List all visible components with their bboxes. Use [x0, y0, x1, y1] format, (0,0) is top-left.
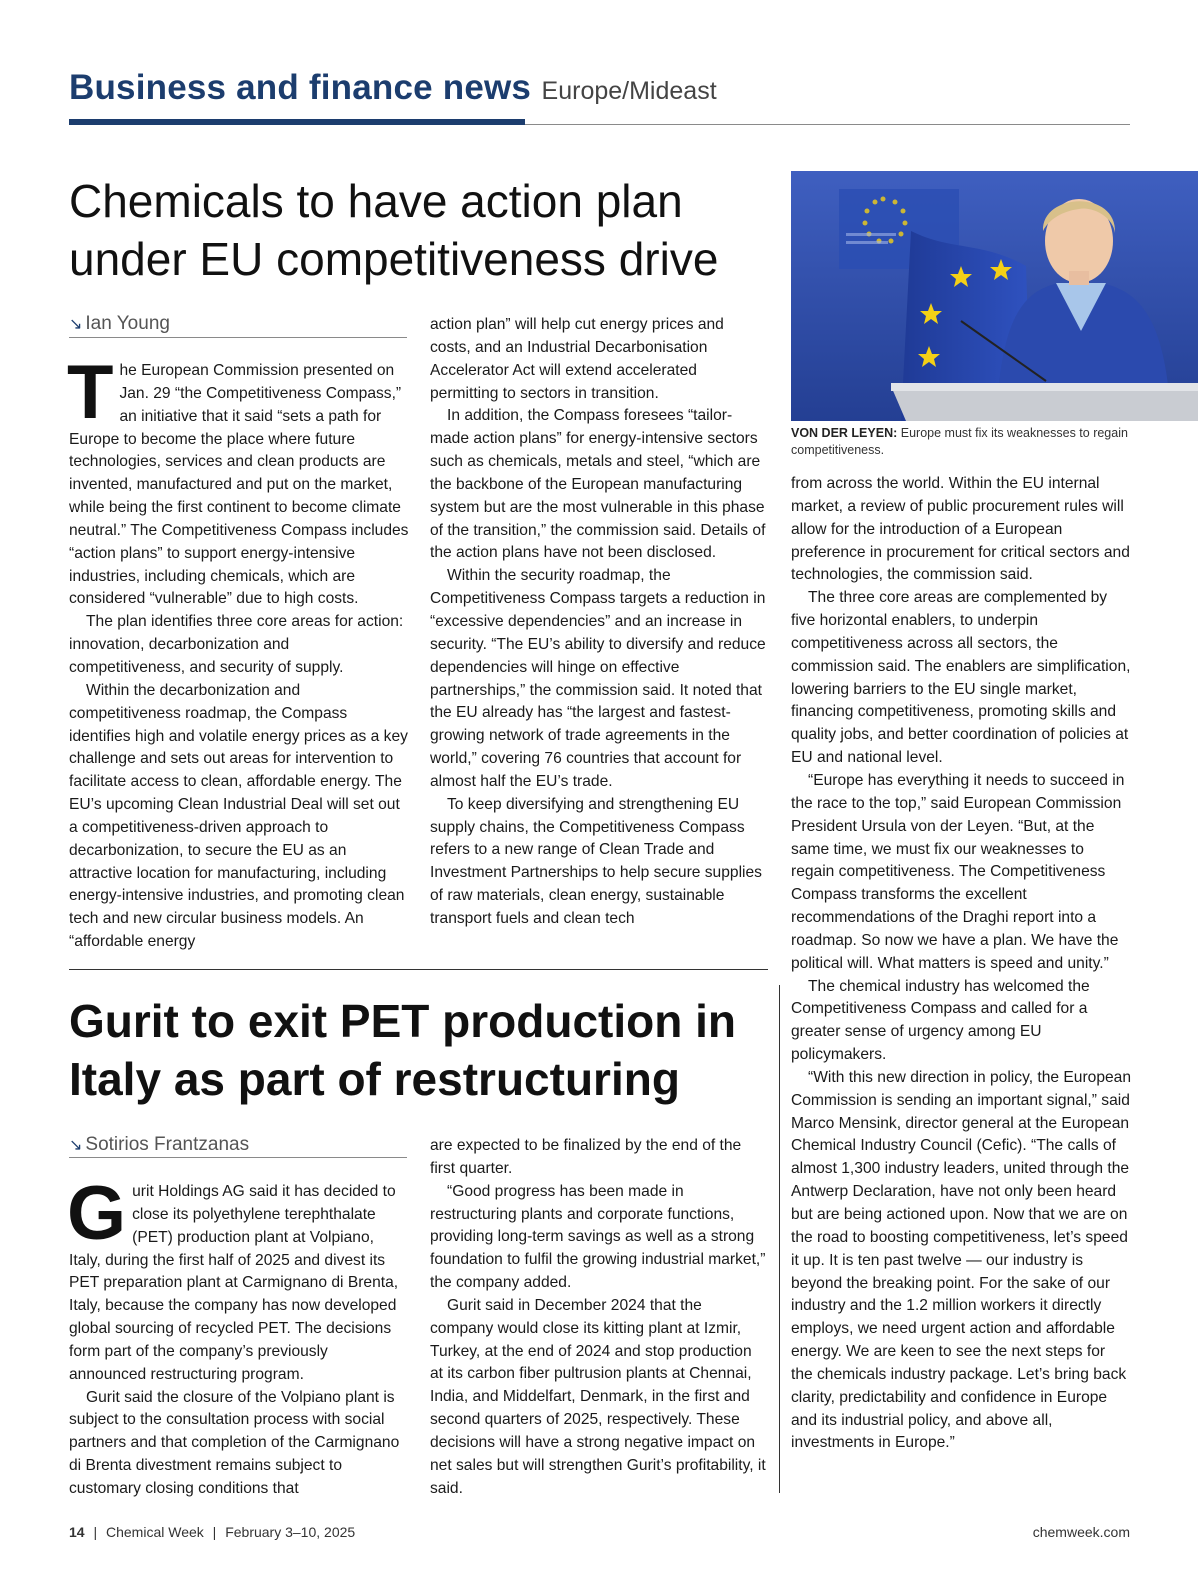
article2-dropcap: G: [67, 1171, 127, 1256]
page-number: 14: [69, 1524, 85, 1540]
footer-separator: |: [93, 1524, 98, 1540]
article2-paragraph: [67, 1171, 409, 1387]
photo-caption: [791, 425, 1131, 459]
article1-paragraph-text: he European Commission presented on Jan. 29 “the Competitiveness Compass,” an initiative that it said “sets a path for Europe to become the place where future technologies, services and clean products are invented, manufactured and put on the market, while being the first continent to become climate neutral.” The Competitiveness Compass includes “action plans” to support energy-intensive industries, including chemicals, which are considered “vulnerable” due to high costs.: [69, 362, 409, 608]
article1-author: Ian Young: [85, 313, 170, 334]
article1-column-1: [67, 350, 409, 954]
article1-byline-rule: [69, 337, 407, 338]
article1-dropcap: T: [67, 350, 114, 435]
article1-headline: [69, 172, 769, 288]
article-divider: [69, 969, 768, 970]
article1-byline: [69, 313, 170, 335]
footer-left: [69, 1524, 355, 1540]
article2-paragraph: Gurit said the closure of the Volpiano plant is subject to the consultation process with social partners and that completion of the Carmignano di Brenta divestment remains subject to customary closing conditions that: [69, 1388, 400, 1497]
article2-column-2: [430, 1135, 768, 1501]
article1-column-3: [791, 473, 1131, 1455]
article2-paragraph-text: urit Holdings AG said it has decided to close its polyethylene terephthalate (PET) production plant at Volpiano, Italy, during the first half of 2025 and divest its PET preparation plant at Carmignano di Brenta, Italy, because the company has now developed global sourcing of recycled PET. The decisions form part of the company’s previously announced restructuring program.: [69, 1183, 399, 1383]
article1-paragraph: The chemical industry has welcomed the Competitiveness Compass and called for a greater sense of urgency among EU policymakers.: [791, 977, 1090, 1064]
article2-author: Sotirios Frantzanas: [85, 1134, 250, 1155]
article1-headline-line2: under EU competitiveness drive: [69, 233, 719, 285]
article1-paragraph: In addition, the Compass foresees “tailor-made action plans” for energy-intensive sectors such as chemicals, metals and steel, “which are the backbone of the European manufacturing system but are the most vulnerable in this phase of the transition,” the commission said. Details of the action plans have not been disclosed.: [430, 407, 766, 562]
photo-illustration: [791, 171, 1198, 421]
article2-headline-line2: Italy as part of restructuring: [69, 1053, 680, 1105]
header-accent-bar: [69, 119, 525, 125]
byline-arrow-icon: ↘: [69, 316, 83, 333]
caption-text: Europe must fix its weaknesses to regain competitiveness.: [791, 426, 1128, 457]
article1-headline-line1: Chemicals to have action plan: [69, 175, 683, 227]
article1-paragraph: “With this new direction in policy, the European Commission is sending an important signal,” said Marco Mensink, director general at the European Chemical Industry Council (Cefic). “The calls of almost 1,300 industry leaders, united through the Antwerp Declaration, have not only been heard but are being actioned upon. Now that we are on the road to boosting competitiveness, let’s speed it up. It is ten past twelve — our industry is beyond the breaking point. For the sake of our industry and the 1.2 million workers it directly employs, we need urgent action and affordable energy. We are keen to see the next steps for the chemicals industry package. Let’s bring back clarity, predictability and confidence in Europe and its industrial policy, and above all, investments in Europe.”: [791, 1068, 1132, 1452]
article1-paragraph: The three core areas are complemented by five horizontal enablers, to underpin competitiveness across all sectors, the commission said. The enablers are simplification, lowering barriers to the EU single market, financing competitiveness, promoting skills and quality jobs, and better coordination of policies at EU and national level.: [791, 589, 1131, 767]
article1-column-2: [430, 314, 768, 931]
article2-paragraph: Gurit said in December 2024 that the company would close its kitting plant at Izmir, Turkey, at the end of 2024 and stop production at its carbon fiber pultrusion plants at Chennai, India, and Middelfart, Denmark, in the first and second quarters of 2025, respectively. These decisions will have a strong negative impact on net sales but will strengthen Gurit’s profitability, it said.: [430, 1296, 766, 1497]
article2-byline: [69, 1134, 249, 1156]
article2-paragraph: are expected to be finalized by the end of the first quarter.: [430, 1137, 742, 1177]
article1-paragraph: action plan” will help cut energy prices and costs, and an Industrial Decarbonisation Accelerator Act will extend accelerated permitting to sectors in transition.: [430, 316, 724, 402]
issue-date: February 3–10, 2025: [225, 1524, 356, 1540]
article1-paragraph: [67, 350, 409, 611]
caption-lead: VON DER LEYEN:: [791, 426, 898, 440]
section-region: Europe/Mideast: [541, 77, 717, 105]
article1-paragraph: from across the world. Within the EU internal market, a review of public procurement rules will allow for the introduction of a European preference in procurement for critical sectors and technologies, the commission said.: [791, 475, 1130, 584]
byline-arrow-icon: ↘: [69, 1137, 83, 1154]
article2-byline-rule: [69, 1157, 407, 1158]
article2-headline: [69, 992, 769, 1108]
section-header: [69, 68, 717, 108]
article2-column-1: [67, 1171, 409, 1501]
von-der-leyen-photo: [791, 171, 1198, 421]
article2-paragraph: “Good progress has been made in restructuring plants and corporate functions, providing long-term savings as well as a strong foundation to fulfil the growing industrial market,” the company added.: [430, 1182, 766, 1292]
article1-paragraph: Within the decarbonization and competitiveness roadmap, the Compass identifies high and volatile energy prices as a key challenge and sets out areas for intervention to facilitate access to clean, affordable energy. The EU’s upcoming Clean Industrial Deal will set out a competitiveness-driven approach to decarbonization, to secure the EU as an attractive location for manufacturing, including energy-intensive industries, and promoting clean tech and new circular business models. An “affordable energy: [69, 681, 408, 951]
footer-site[interactable]: chemweek.com: [1032, 1524, 1130, 1540]
article1-paragraph: “Europe has everything it needs to succeed in the race to the top,” said European Commission President Ursula von der Leyen. “But, at the same time, we must fix our weaknesses to regain competitiveness. The Competitiveness Compass transforms the excellent recommendations of the Draghi report into a roadmap. So now we have a plan. We have the political will. What matters is speed and unity.”: [791, 771, 1125, 972]
article1-paragraph: Within the security roadmap, the Competitiveness Compass targets a reduction in “excessive dependencies” and an increase in security. “The EU’s ability to diversify and reduce dependencies will hinge on effective partnerships,” the commission said. It noted that the EU already has “the largest and fastest-growing network of trade agreements in the world,” covering 76 countries that account for almost half the EU’s trade.: [430, 567, 766, 790]
footer-separator: |: [212, 1524, 217, 1540]
article1-paragraph: To keep diversifying and strengthening EU supply chains, the Competitiveness Compass refers to a new range of Clean Trade and Investment Partnerships to help secure supplies of raw materials, clean energy, sustainable transport fuels and clean tech: [430, 795, 762, 927]
column-rule: [779, 985, 780, 1493]
section-title: Business and finance news: [69, 68, 532, 107]
article1-paragraph: The plan identifies three core areas for action: innovation, decarbonization and competitiveness, and security of supply.: [69, 613, 404, 676]
publication-name: Chemical Week: [106, 1524, 204, 1540]
article2-headline-line1: Gurit to exit PET production in: [69, 995, 736, 1047]
